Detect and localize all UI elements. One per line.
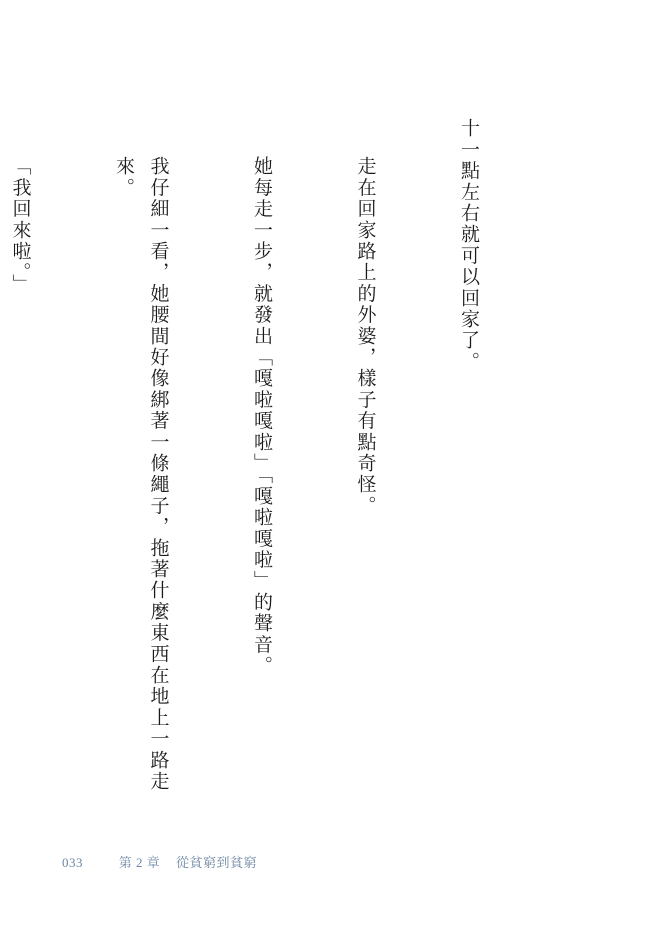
page-number: 033 <box>62 855 83 870</box>
body-text <box>0 118 555 798</box>
chapter-label: 第 2 章 <box>118 855 161 870</box>
text-line: 她每走一步，就發出「嘎啦嘎啦」「嘎啦嘎啦」的聲音。 <box>251 156 273 677</box>
text-line: 「我回來啦。」 <box>9 156 32 295</box>
text-line: 十一點左右就可以回家了。 <box>458 118 480 373</box>
text-line: 我仔細一看，她腰間好像綁著一條繩子，拖著什麼東西在地上一路走來。 <box>113 156 170 792</box>
text-line: 走在回家路上的外婆，樣子有點奇怪。 <box>354 156 377 517</box>
page-footer <box>62 852 257 871</box>
chapter-title: 從貧窮到貧窮 <box>176 855 258 870</box>
